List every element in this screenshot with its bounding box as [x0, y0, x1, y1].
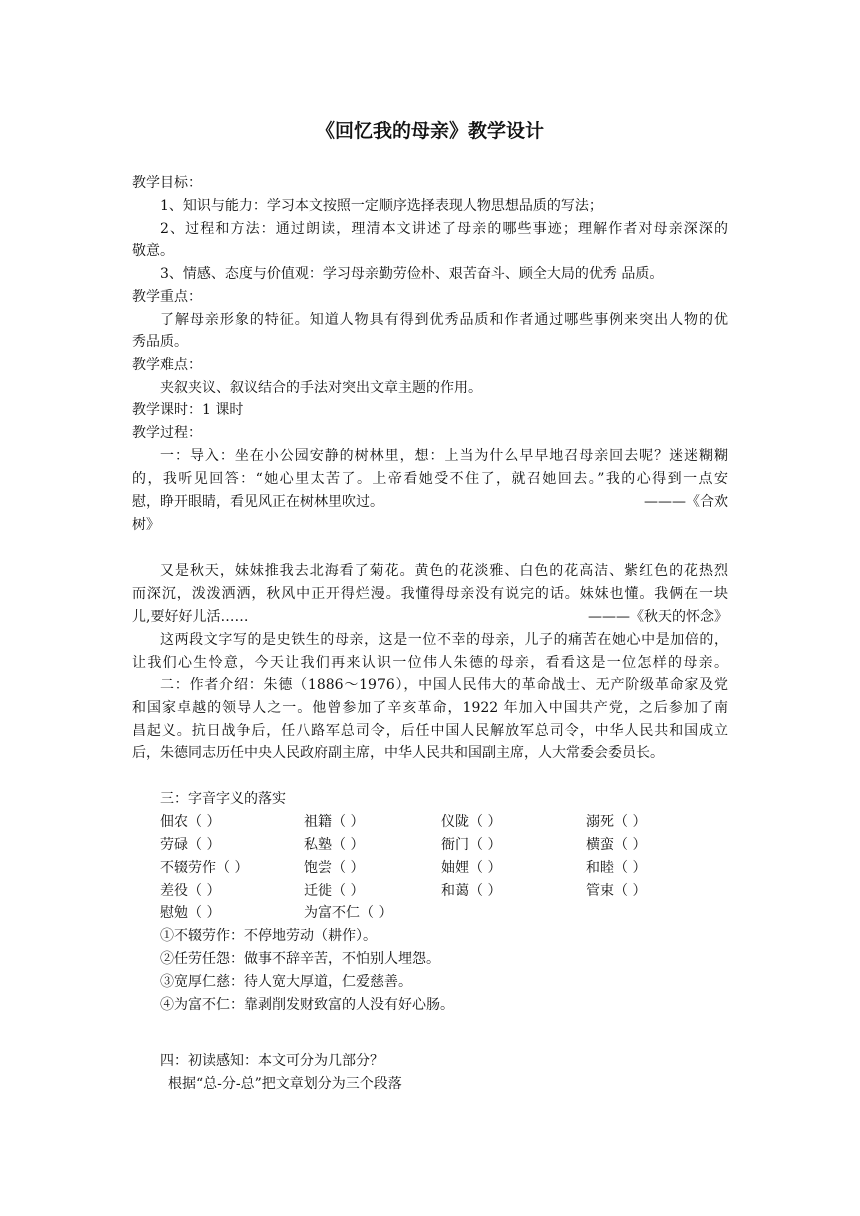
definition-1: ①不辍劳作：不停地劳动（耕作）。: [160, 928, 377, 944]
autumn-line-3: [132, 606, 728, 628]
goal-3: 3、情感、态度与价值观：学习母亲勤劳俭朴、艰苦奋斗、顾全大局的优秀 品质。: [160, 266, 664, 282]
key-heading: 教学重点：: [132, 289, 202, 305]
author-line-4: 后，朱德同志历任中央人民政府副主席，中华人民共和国副主席，人大常委会委员长。: [132, 745, 664, 761]
goals-heading: 教学目标：: [132, 175, 202, 191]
definition-4: ④为富不仁：靠剥削发财致富的人没有好心肠。: [160, 997, 454, 1013]
autumn-line-5: 让我们心生怜意，今天让我们再来认识一位伟人朱德的母亲，看看这是一位怎样的母亲。: [132, 655, 728, 671]
intro-line-1: 一：导入：坐在小公园安静的树林里，想：上当为什么早早地召母亲回去呢？迷迷糊糊: [160, 448, 728, 464]
autumn-line-3-text: 儿,要好好儿活……: [132, 609, 249, 625]
process-heading: 教学过程：: [132, 425, 202, 441]
intro-line-3-text: 慰，睁开眼睛，看见风正在树林里吹过。: [132, 494, 384, 510]
definition-2: ②任劳任怨：做事不辞辛苦，不怕别人埋怨。: [160, 951, 440, 967]
author-line-1: 二：作者介绍：朱德（1886～1976），中国人民伟大的革命战士、无产阶级革命家及党: [160, 677, 728, 693]
author-line-3: 昌起义。抗日战争后，任八路军总司令，后任中国人民解放军总司令，中华人民共和国成立: [132, 723, 728, 739]
vocab-item: 私塾（ ）: [304, 837, 365, 853]
vocab-item: 慰勉（ ）: [160, 905, 221, 921]
intro-line-2: 的，我听见回答：“她心里太苦了。上帝看她受不住了，就召她回去。”我的心得到一点安: [132, 471, 728, 487]
vocab-heading: 三：字音字义的落实: [160, 791, 286, 807]
goal-2-line-2: 敬意。: [132, 243, 174, 259]
vocab-item: 横蛮（ ）: [586, 837, 647, 853]
reading-heading: 四：初读感知：本文可分为几部分？: [160, 1053, 384, 1069]
vocab-item: 差役（ ）: [160, 883, 221, 899]
autumn-source: ———《秋天的怀念》: [588, 609, 728, 625]
vocab-item: 和蔼（ ）: [441, 883, 502, 899]
vocab-item: 溺死（ ）: [586, 814, 647, 830]
document-title: 《回忆我的母亲》教学设计: [315, 120, 544, 142]
difficulty-line-1: 夹叙夹议、叙议结合的手法对突出文章主题的作用。: [160, 380, 482, 396]
intro-line-3: [132, 491, 728, 513]
vocab-item: 祖籍（ ）: [304, 814, 365, 830]
class-hours: 教学课时：1 课时: [132, 402, 244, 418]
vocab-item: 衙门（ ）: [441, 837, 502, 853]
key-line-2: 秀品质。: [132, 334, 188, 350]
autumn-line-1: 又是秋天，妹妹推我去北海看了菊花。黄色的花淡雅、白色的花高洁、紫红色的花热烈: [160, 563, 728, 579]
author-line-2: 和国家卓越的领导人之一。他曾参加了辛亥革命，1922 年加入中国共产党，之后参加了南: [132, 700, 728, 716]
vocab-item: 管束（ ）: [586, 883, 647, 899]
reading-line-1: 根据“总-分-总”把文章划分为三个段落: [168, 1076, 402, 1092]
goal-1: 1、知识与能力：学习本文按照一定顺序选择表现人物思想品质的写法；: [160, 198, 603, 214]
goal-2-line-1: 2、过程和方法：通过朗读，理清本文讲述了母亲的哪些事迹；理解作者对母亲深深的: [160, 221, 728, 237]
vocab-item: 和睦（ ）: [586, 860, 647, 876]
key-line-1: 了解母亲形象的特征。知道人物具有得到优秀品质和作者通过哪些事例来突出人物的优: [160, 312, 728, 328]
vocab-item: 迁徙（ ）: [304, 883, 365, 899]
vocab-item: 佃农（ ）: [160, 814, 221, 830]
vocab-item: 不辍劳作（ ）: [160, 860, 249, 876]
autumn-line-2: 而深沉，泼泼洒洒，秋风中正开得烂漫。我懂得母亲没有说完的话。妹妹也懂。我俩在一块: [132, 586, 728, 602]
difficulty-heading: 教学难点：: [132, 357, 202, 373]
vocab-item: 仪陇（ ）: [441, 814, 502, 830]
definition-3: ③宽厚仁慈：待人宽大厚道，仁爱慈善。: [160, 974, 412, 990]
autumn-line-4: 这两段文字写的是史铁生的母亲，这是一位不幸的母亲，儿子的痛苦在她心中是加倍的，: [160, 632, 728, 648]
vocab-item: 劳碌（ ）: [160, 837, 221, 853]
intro-source: ———《合欢: [644, 494, 728, 510]
vocab-item: 为富不仁（ ）: [304, 905, 393, 921]
vocab-item: 妯娌（ ）: [441, 860, 502, 876]
vocab-item: 饱尝（ ）: [304, 860, 365, 876]
intro-line-4: 树》: [132, 517, 160, 533]
